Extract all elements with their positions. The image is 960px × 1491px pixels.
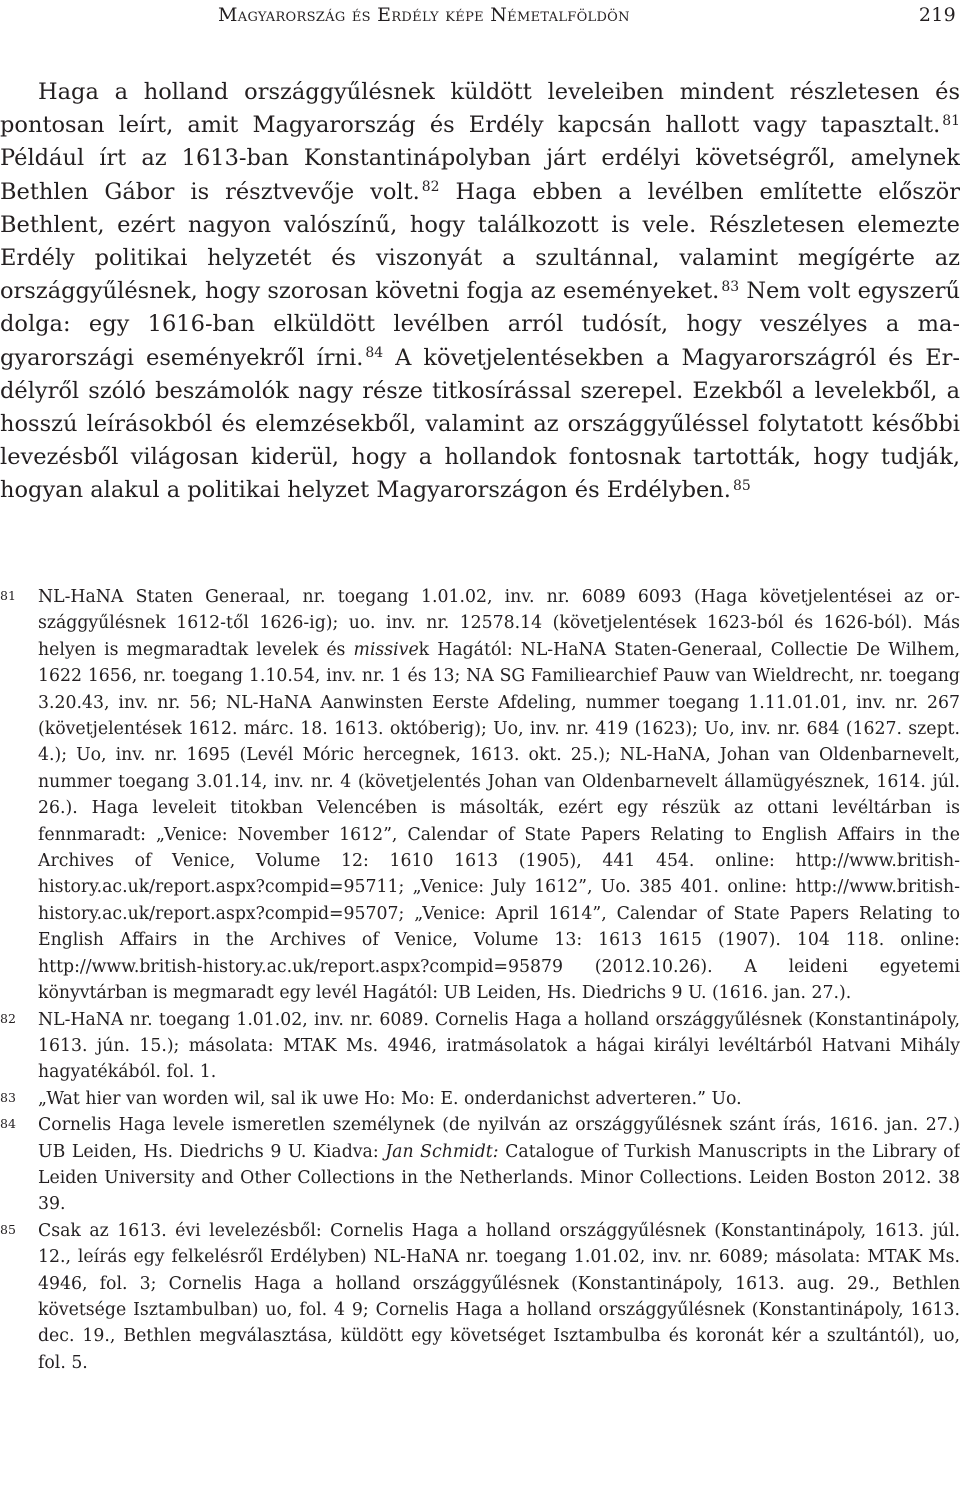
running-title: Magyarország és Erdély képe Németalföldön	[218, 4, 630, 26]
body-text-5: A követjelentésekben a Magyarországról és Erdélyről szóló beszámolók nagy része titkosírással szerepel. Ezekből a levelekből, a hosszú leírásokból és elemzésekből, valamint az országgyűléssel folytatott későbbi levezésből világosan kiderül, hogy a hollandok fontosnak tartották, hogy tudják, hogyan alakul a politikai helyzet Magyarországon és Erdélyben.	[0, 344, 960, 504]
footnote-text: NL-HaNA nr. toegang 1.01.02, inv. nr. 6089. Cornelis Haga a holland országgyűlésnek (Konstantinápoly, 1613. jún. 15.); másolata: MTAK Ms. 4946, iratmásolatok a hágai királyi levéltárból Hatvani Mihály hagyatékából. fol. 1.	[38, 1009, 960, 1083]
page-number: 219	[918, 4, 956, 26]
footnote-text	[38, 1112, 960, 1218]
footnote-text: Csak az 1613. évi levelezésből: Cornelis Haga a holland országgyűlésnek (Konstantinápoly, 1613. júl. 12., leírás egy felkelésről Erdélyben) NL-HaNA nr. toegang 1.01.02, inv. nr. 6089; másolata: MTAK Ms. 4946, fol. 3; Cornelis Haga a holland országgyűlésnek (Konstantinápoly, 1613. aug. 29., Bethlen követsége Isztambulban) uo, fol. 4 9; Cornelis Haga a holland országgyűlésnek (Konstantinápoly, 1613. dec. 19., Bethlen megválasztása, küldött egy követséget Isztambulba és koronát kér a szultántól), uo, fol. 5.	[38, 1220, 960, 1373]
footnotes	[0, 584, 960, 1376]
main-text	[0, 76, 960, 508]
footnote-ref-82[interactable]: 82	[421, 178, 440, 195]
footnote-ref-84[interactable]: 84	[365, 344, 384, 361]
body-paragraph	[0, 76, 960, 508]
footnote-81	[0, 584, 960, 1007]
footnote-number: 81	[0, 588, 16, 603]
body-text-2: Például írt az 1613-ban Konstantinápolyban járt erdélyi követségről, amelynek Bethlen Gábor is résztvevője volt.	[0, 145, 960, 205]
footnote-text-part: k Hagától: NL-HaNA Staten-Generaal, Collectie De Wilhem, 1622 1656, nr. toegang 1.10.54, inv. nr. 1 és 13; NA SG Familiearchief Pauw van Wieldrecht, nr. toegang 3.20.43, inv. nr. 56; NL-HaNA Aanwinsten Eerste Afdeling, nummer toegang 1.11.01.01, inv. nr. 267 (követjelentések 1612. márc. 18. 1613. októberig); Uo, inv. nr. 419 (1623); Uo, inv. nr. 684 (1627. szept. 4.); Uo, inv. nr. 1695 (Levél Móric hercegnek, 1613. okt. 25.); NL-HaNA, Johan van Oldenbarnevelt, nummer toegang 3.01.14, inv. nr. 4 (követjelentés Johan van Oldenbarnevelt államügyésznek, 1614. júl. 26.). Haga leveleit titokban Velencében is másolták, ezért egy részük az ottani levéltárban is fennmaradt: „Venice: November 1612”, Calendar of State Papers Relating to English Affairs in the Archives of Venice, Volume 12: 1610 1613 (1905), 441 454. online: http://www.british-history.ac.uk/report.aspx?compid=95711; „Venice: July 1612”, Uo. 385 401. online: http://www.british-history.ac.uk/report.aspx?compid=95707; „Venice: April 1614”, Calendar of State Papers Relating to English Affairs in the Archives of Venice, Volume 13: 1613 1615 (1907). 104 118. online: http://www.british-history.ac.uk/report.aspx?compid=95879 (2012.10.26). A leideni egyetemi könyvtárban is megmaradt egy levél Hagától: UB Leiden, Hs. Diedrichs 9 U. (1616. jan. 27.).	[38, 639, 960, 1004]
body-text-1: Haga a holland országgyűlésnek küldött leveleiben mindent részletesen és pontosan leírt, amit Magyarország és Erdély kapcsán hallott vagy tapasztalt.	[0, 79, 960, 139]
footnote-ref-83[interactable]: 83	[721, 278, 740, 295]
footnote-text-part: Catalogue of Turkish Manuscripts in the Library of Leiden University and Other Collections in the Netherlands. Minor Collections. Leiden Boston 2012. 38 39.	[38, 1141, 960, 1215]
footnote-text-part: NL-HaNA Staten Generaal, nr. toegang 1.01.02, inv. nr. 6089 6093 (Haga követjelentései az országgyűlésnek 1612-től 1626-ig); uo. inv. nr. 12578.14 (követjelentések 1623-ból és 1626-ból). Más helyen is megmaradtak levelek és	[38, 587, 960, 660]
footnote-text-part: Cornelis Haga levele ismeretlen személynek (de nyilván az országgyűlésnek szánt írás, 1616. jan. 27.) UB Leiden, Hs. Diedrichs 9 U. Kiadva:	[38, 1115, 960, 1162]
footnote-ref-81[interactable]: 81	[942, 112, 960, 129]
footnote-number: 82	[0, 1010, 16, 1026]
footnote-84	[0, 1112, 960, 1218]
footnote-number: 84	[0, 1116, 16, 1132]
footnote-number: 83	[0, 1089, 16, 1105]
footnote-text	[38, 584, 960, 1007]
footnote-text: „Wat hier van worden wil, sal ik uwe Ho: Mo: E. onderdanichst adverteren.” Uo.	[38, 1088, 742, 1109]
footnote-83	[0, 1086, 960, 1112]
footnote-ref-85[interactable]: 85	[732, 477, 751, 494]
footnote-italic: Jan Schmidt:	[385, 1141, 499, 1162]
footnote-82	[0, 1007, 960, 1086]
body-text-4: Nem volt egyszerű dolga: egy 1616-ban elküldött levélben arról tudósít, hogy veszélyes a magyarországi eseményekről írni.	[0, 278, 960, 371]
running-head	[218, 4, 960, 28]
footnote-italic: missive	[353, 639, 419, 660]
footnote-number: 85	[0, 1221, 16, 1237]
body-text-3: Haga ebben a levélben említette először Bethlent, ezért nagyon valószínű, hogy találkozott is vele. Részletesen elemezte Erdély politikai helyzetét és viszonyát a szultánnal, valamint megígérte az országgyűlésnek, hogy szorosan követni fogja az eseményeket.	[0, 178, 960, 305]
footnote-85	[0, 1218, 960, 1376]
